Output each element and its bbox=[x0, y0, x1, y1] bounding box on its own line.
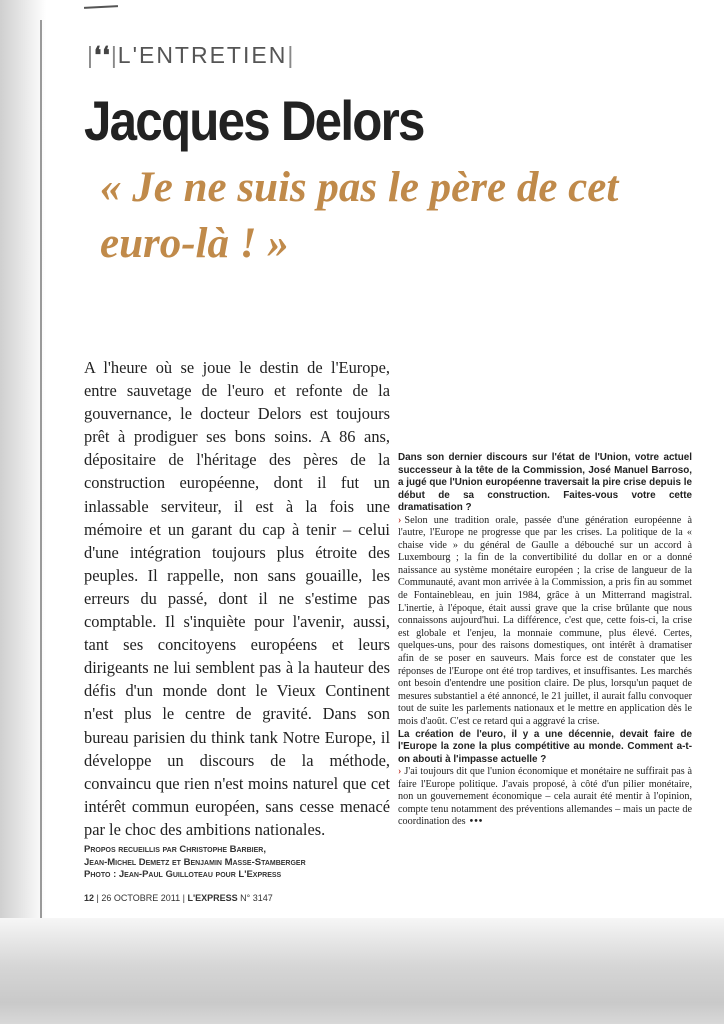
rubric-bar: | bbox=[110, 42, 118, 68]
magazine-name: L'EXPRESS bbox=[187, 893, 238, 903]
issue-date: 26 OCTOBRE 2011 bbox=[101, 893, 181, 903]
rubric-bar: | bbox=[87, 42, 94, 68]
scan-shadow-bottom bbox=[0, 918, 724, 1024]
lead-paragraph: A l'heure où se joue le destin de l'Europe, entre sauvetage de l'euro et refonte de la gouvernance, le docteur Delors est toujours prêt à prodiguer ses bons soins. A 86 ans, dépositaire de l'héritage des pères de la construction européenne, dont il fut un inlassable serviteur, il est à la fois une mémoire et un garant du cap à tenir – celui d'une intégration toujours plus étroite des peuples. Il rappelle, non sans gouaille, les erreurs du passé, dont il ne s'estime pas comptable. Il s'inquiète pour l'avenir, aussi, tant ses concitoyens européens et leurs dirigeants ne lui semblent pas à la hauteur des défis d'un monde dont le Vieux Continent n'est plus le centre de gravité. Dans son bureau parisien du think tank Notre Europe, il développe un discours de la méthode, convaincu que rien n'est moins naturel que cet intérêt commun européen, sans cesse menacé par le choc des ambitions nationales. bbox=[84, 358, 390, 839]
credits-line: Propos recueillis par Christophe Barbier, bbox=[84, 844, 266, 855]
headline-name: Jacques Delors bbox=[84, 89, 424, 152]
question: La création de l'euro, il y a une décennie, devait faire de l'Europe la zone la plus compétitive au monde. Comment a-t-on abouti à l'impasse actuelle ? bbox=[398, 728, 692, 765]
continued-dots-icon: ••• bbox=[469, 816, 484, 828]
credits bbox=[84, 844, 384, 882]
rubric-label: L'ENTRETIEN bbox=[117, 42, 288, 68]
page-number: 12 bbox=[84, 893, 95, 903]
section-rubric bbox=[87, 42, 294, 69]
rubric-bar: | bbox=[287, 42, 295, 68]
page-edge bbox=[40, 20, 42, 918]
answer-arrow-icon: › bbox=[398, 766, 402, 778]
question: Dans son dernier discours sur l'état de l'Union, votre actuel successeur à la tête de la Commission, José Manuel Barroso, a jugé que l'Union européenne traversait la pire crise depuis le début de sa construction. Faites-vous votre cette dramatisation ? bbox=[398, 452, 692, 513]
answer bbox=[398, 766, 692, 829]
credits-line: Jean-Michel Demetz et Benjamin Masse-Stamberger bbox=[84, 856, 306, 868]
rubric-quote-icon: ❛❛ bbox=[93, 42, 111, 68]
answer bbox=[398, 515, 692, 729]
answer-arrow-icon: › bbox=[398, 514, 402, 526]
folio bbox=[84, 893, 273, 903]
answer-text: J'ai toujours dit que l'union économique et monétaire ne suffirait pas à faire l'Europe politique. J'avais proposé, à côté d'un pilier monétaire, non un gouvernement économique – cela aurait été mentir à l'opinion, compte tenu notamment des préventions allemandes – mais un pacte de coordination des bbox=[398, 766, 692, 828]
folio-separator: | bbox=[96, 893, 99, 903]
credits-line: Photo : Jean-Paul Guilloteau pour L'Express bbox=[84, 869, 282, 880]
scan-mark bbox=[84, 5, 118, 9]
answer-text: Selon une tradition orale, passée d'une génération européenne à l'autre, l'Europe ne progresse que par les crises. La politique de la « chaise vide » du général de Gaulle a débouché sur un accord à Luxembourg ; la fin de la convertibilité du dollar en or a donné naissance au système monétaire européen ; la crise de langueur de la Communauté, avant mon arrivée à la Commission, a pris fin au sommet de Fontainebleau, en juin 1984, grâce à un Mitterrand magistral. L'inertie, à l'époque, était aussi grave que la crise brûlante que nous connaissons aujourd'hui. La différence, c'est que, cette fois-ci, la crise est globale et l'enjeu, la monnaie commune, plus élevé. Certes, quelques-uns, pour des raisons domestiques, ont intérêt à dramatiser afin de se poser en sauveurs. Mais force est de constater que les réponses de l'Europe ont été trop tardives, et insuffisantes. Les marchés ont besoin d'entendre une position claire. De plus, lorsqu'un paquet de mesures substantiel a été annoncé, le 21 juillet, il aurait fallu convoquer tout de suite les parlements nationaux et le mettre en application dès le mois d'août. C'est ce retard qui a aggravé la crise. bbox=[398, 514, 692, 727]
issue-number: N° 3147 bbox=[240, 893, 273, 903]
interview-column bbox=[398, 452, 692, 829]
headline-quote: « Je ne suis pas le père de cet euro-là ! » bbox=[100, 164, 619, 267]
folio-separator: | bbox=[182, 893, 185, 903]
